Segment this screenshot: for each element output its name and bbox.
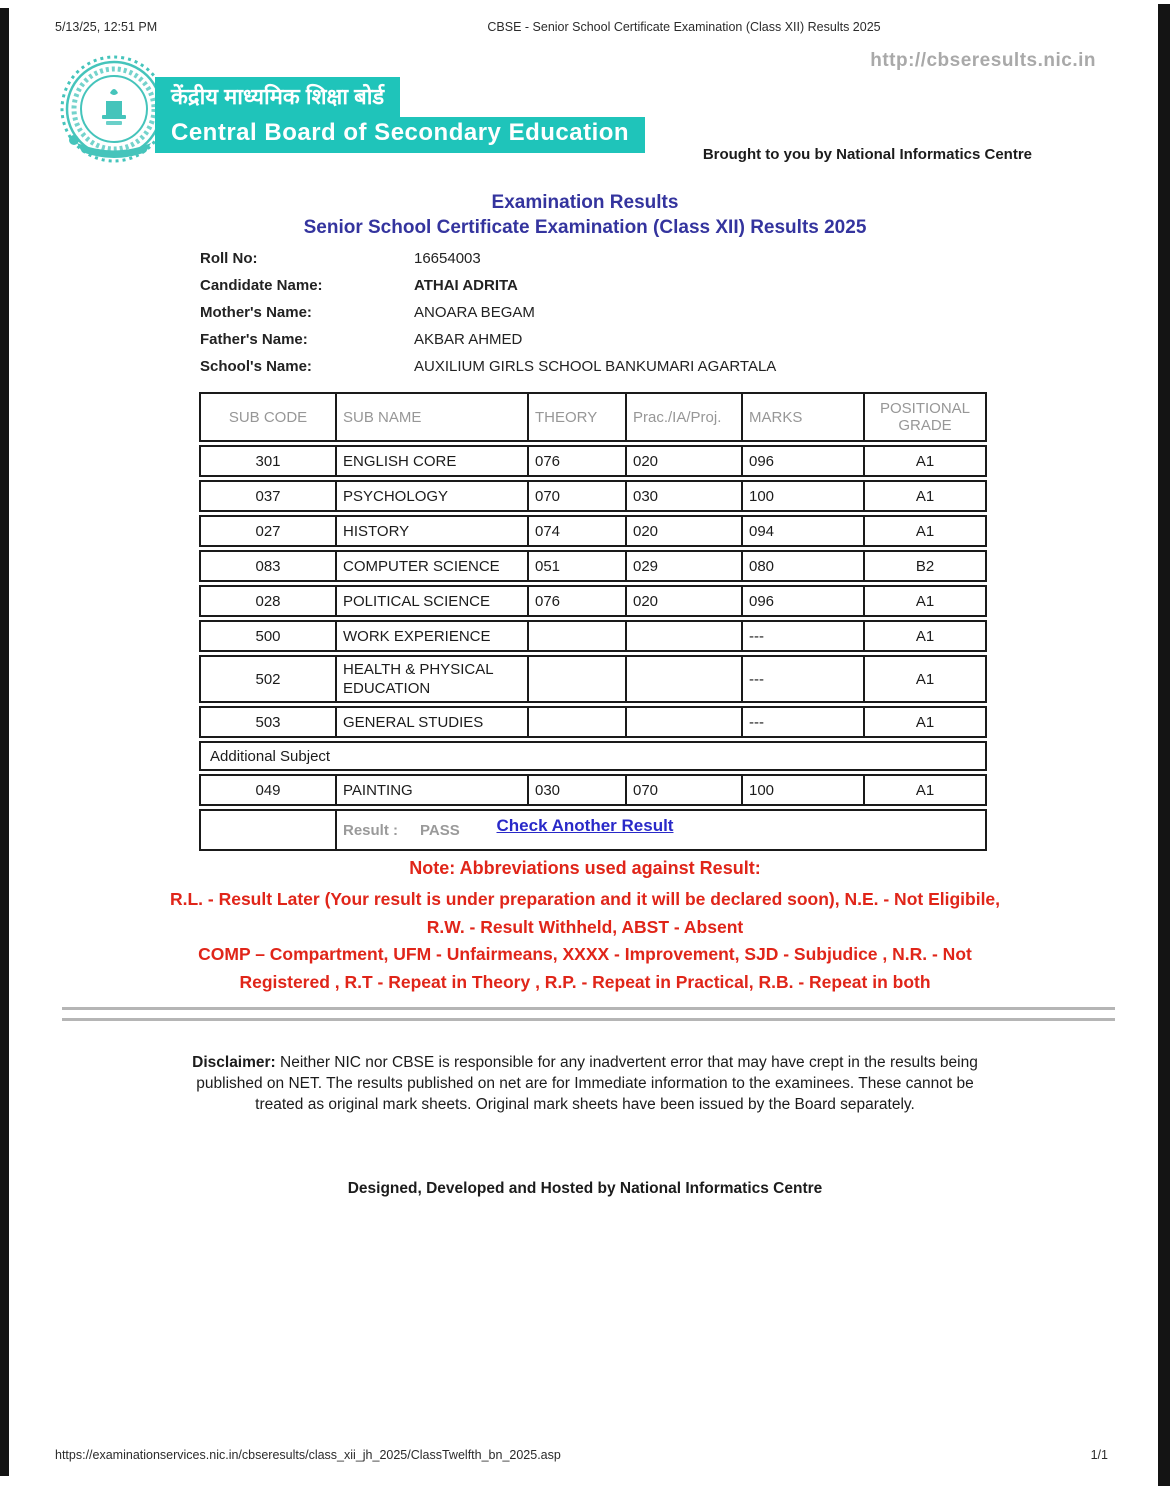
- cell-grade: A1: [865, 774, 987, 806]
- cell-theory: 076: [529, 445, 627, 477]
- school-name-value: AUXILIUM GIRLS SCHOOL BANKUMARI AGARTALA: [414, 358, 777, 375]
- table-row: [199, 706, 987, 738]
- cell-grade: A1: [865, 445, 987, 477]
- col-grade: POSITIONAL GRADE: [865, 392, 987, 442]
- page-title: Examination Results: [491, 192, 679, 213]
- disclaimer: [186, 1052, 984, 1115]
- cell-prac: 030: [627, 480, 743, 512]
- cell-name: GENERAL STUDIES: [337, 706, 529, 738]
- candidate-name-label: Candidate Name:: [200, 277, 323, 294]
- cell-theory: 076: [529, 585, 627, 617]
- col-sub-code: SUB CODE: [199, 392, 337, 442]
- cell-name: WORK EXPERIENCE: [337, 620, 529, 652]
- cell-marks: 096: [743, 585, 865, 617]
- cell-theory: 051: [529, 550, 627, 582]
- table-row: [199, 774, 987, 806]
- cell-code: 502: [199, 655, 337, 703]
- site-url: http://cbseresults.nic.in: [870, 50, 1096, 71]
- cell-code: 083: [199, 550, 337, 582]
- cell-marks: ---: [743, 706, 865, 738]
- table-row: [199, 445, 987, 477]
- table-row: [199, 550, 987, 582]
- cell-marks: 096: [743, 445, 865, 477]
- cell-marks: 094: [743, 515, 865, 547]
- divider-rules: [62, 1007, 1115, 1029]
- father-name-row: [200, 330, 776, 349]
- note-line: R.W. - Result Withheld, ABST - Absent: [426, 916, 744, 937]
- cell-code: 028: [199, 585, 337, 617]
- disclaimer-label: Disclaimer:: [192, 1054, 276, 1071]
- cell-theory: 030: [529, 774, 627, 806]
- roll-value: 16654003: [414, 250, 481, 267]
- cell-code: 301: [199, 445, 337, 477]
- cell-marks: ---: [743, 620, 865, 652]
- cell-grade: B2: [865, 550, 987, 582]
- note-line: Registered , R.T - Repeat in Theory , R.P. - Repeat in Practical, R.B. - Repeat in both: [239, 971, 931, 992]
- print-date: 5/13/25, 12:51 PM: [55, 20, 158, 34]
- additional-subject-row: [199, 741, 987, 771]
- cell-code: 037: [199, 480, 337, 512]
- cell-theory: [529, 620, 627, 652]
- check-another-result-wrap: [0, 816, 1170, 836]
- cell-prac: 020: [627, 445, 743, 477]
- check-another-result-link[interactable]: Check Another Result: [496, 816, 674, 835]
- cell-name: ENGLISH CORE: [337, 445, 529, 477]
- note-line: R.L. - Result Later (Your result is under preparation and it will be declared soon), N.E. - Not Eligibile,: [169, 889, 1001, 909]
- candidate-roll-row: [200, 249, 776, 268]
- result-status: PASS: [420, 821, 460, 839]
- col-prac: Prac./IA/Proj.: [627, 392, 743, 442]
- horizontal-rule: [62, 1007, 1115, 1010]
- cell-theory: [529, 655, 627, 703]
- cell-marks: ---: [743, 655, 865, 703]
- table-header-row: [199, 392, 987, 442]
- cell-name: PSYCHOLOGY: [337, 480, 529, 512]
- candidate-name-row: [200, 276, 776, 295]
- page-subtitle: Senior School Certificate Examination (Class XII) Results 2025: [303, 217, 867, 238]
- cell-name: HISTORY: [337, 515, 529, 547]
- cell-name: POLITICAL SCIENCE: [337, 585, 529, 617]
- designed-by: Designed, Developed and Hosted by National Informatics Centre: [347, 1180, 823, 1197]
- cell-grade: A1: [865, 515, 987, 547]
- cell-theory: [529, 706, 627, 738]
- cell-prac: [627, 706, 743, 738]
- horizontal-rule: [62, 1018, 1115, 1021]
- cell-name: COMPUTER SCIENCE: [337, 550, 529, 582]
- table-row: [199, 515, 987, 547]
- note-line: COMP – Compartment, UFM - Unfairmeans, XXXX - Improvement, SJD - Subjudice , N.R. - Not: [198, 944, 972, 964]
- result-label: Result :: [343, 821, 399, 839]
- brand-banner: [155, 77, 645, 153]
- cell-prac: 029: [627, 550, 743, 582]
- cell-prac: [627, 620, 743, 652]
- cell-prac: [627, 655, 743, 703]
- cell-grade: A1: [865, 706, 987, 738]
- cell-prac: 020: [627, 585, 743, 617]
- cell-code: 027: [199, 515, 337, 547]
- candidate-details: [200, 249, 776, 384]
- mother-name-label: Mother's Name:: [200, 304, 312, 321]
- note-title: Note: Abbreviations used against Result:: [409, 858, 761, 878]
- father-name-value: AKBAR AHMED: [414, 331, 523, 348]
- mother-name-row: [200, 303, 776, 322]
- cell-grade: A1: [865, 655, 987, 703]
- cell-theory: 074: [529, 515, 627, 547]
- cell-marks: 100: [743, 480, 865, 512]
- cell-marks: 080: [743, 550, 865, 582]
- cell-marks: 100: [743, 774, 865, 806]
- cell-grade: A1: [865, 480, 987, 512]
- nic-tagline: Brought to you by National Informatics Centre: [702, 146, 1032, 163]
- brand-name-hindi: केंद्रीय माध्यमिक शिक्षा बोर्ड: [155, 77, 400, 117]
- cell-code: 503: [199, 706, 337, 738]
- school-name-row: [200, 357, 776, 376]
- table-row: [199, 620, 987, 652]
- print-footer-url: https://examinationservices.nic.in/cbseresults/class_xii_jh_2025/ClassTwelfth_bn_2025.asp: [55, 1448, 561, 1462]
- col-sub-name: SUB NAME: [337, 392, 529, 442]
- abbreviations-note: [30, 858, 1140, 996]
- cell-grade: A1: [865, 585, 987, 617]
- col-theory: THEORY: [529, 392, 627, 442]
- print-footer-page-number: 1/1: [1090, 1448, 1108, 1462]
- cell-name: PAINTING: [337, 774, 529, 806]
- disclaimer-text: Neither NIC nor CBSE is responsible for any inadvertent error that may have crept in the results being published on NET. The results published on net are for Immediate information to the examinees. These cannot be treated as original mark sheets. Original mark sheets have been issued by the Board separately.: [196, 1054, 978, 1113]
- mother-name-value: ANOARA BEGAM: [414, 304, 535, 321]
- table-row: [199, 655, 987, 703]
- candidate-name-value: ATHAI ADRITA: [414, 277, 518, 294]
- father-name-label: Father's Name:: [200, 331, 308, 348]
- cell-prac: 070: [627, 774, 743, 806]
- print-title: CBSE - Senior School Certificate Examination (Class XII) Results 2025: [487, 20, 881, 34]
- school-name-label: School's Name:: [200, 358, 312, 375]
- marks-table: [199, 389, 987, 854]
- brand-name-english: Central Board of Secondary Education: [155, 117, 645, 153]
- cell-theory: 070: [529, 480, 627, 512]
- table-row: [199, 480, 987, 512]
- additional-subject-label: Additional Subject: [199, 741, 987, 771]
- col-marks: MARKS: [743, 392, 865, 442]
- cell-name: HEALTH & PHYSICAL EDUCATION: [337, 655, 529, 703]
- cell-grade: A1: [865, 620, 987, 652]
- table-row: [199, 585, 987, 617]
- cell-prac: 020: [627, 515, 743, 547]
- cell-code: 049: [199, 774, 337, 806]
- cell-code: 500: [199, 620, 337, 652]
- roll-label: Roll No:: [200, 250, 258, 267]
